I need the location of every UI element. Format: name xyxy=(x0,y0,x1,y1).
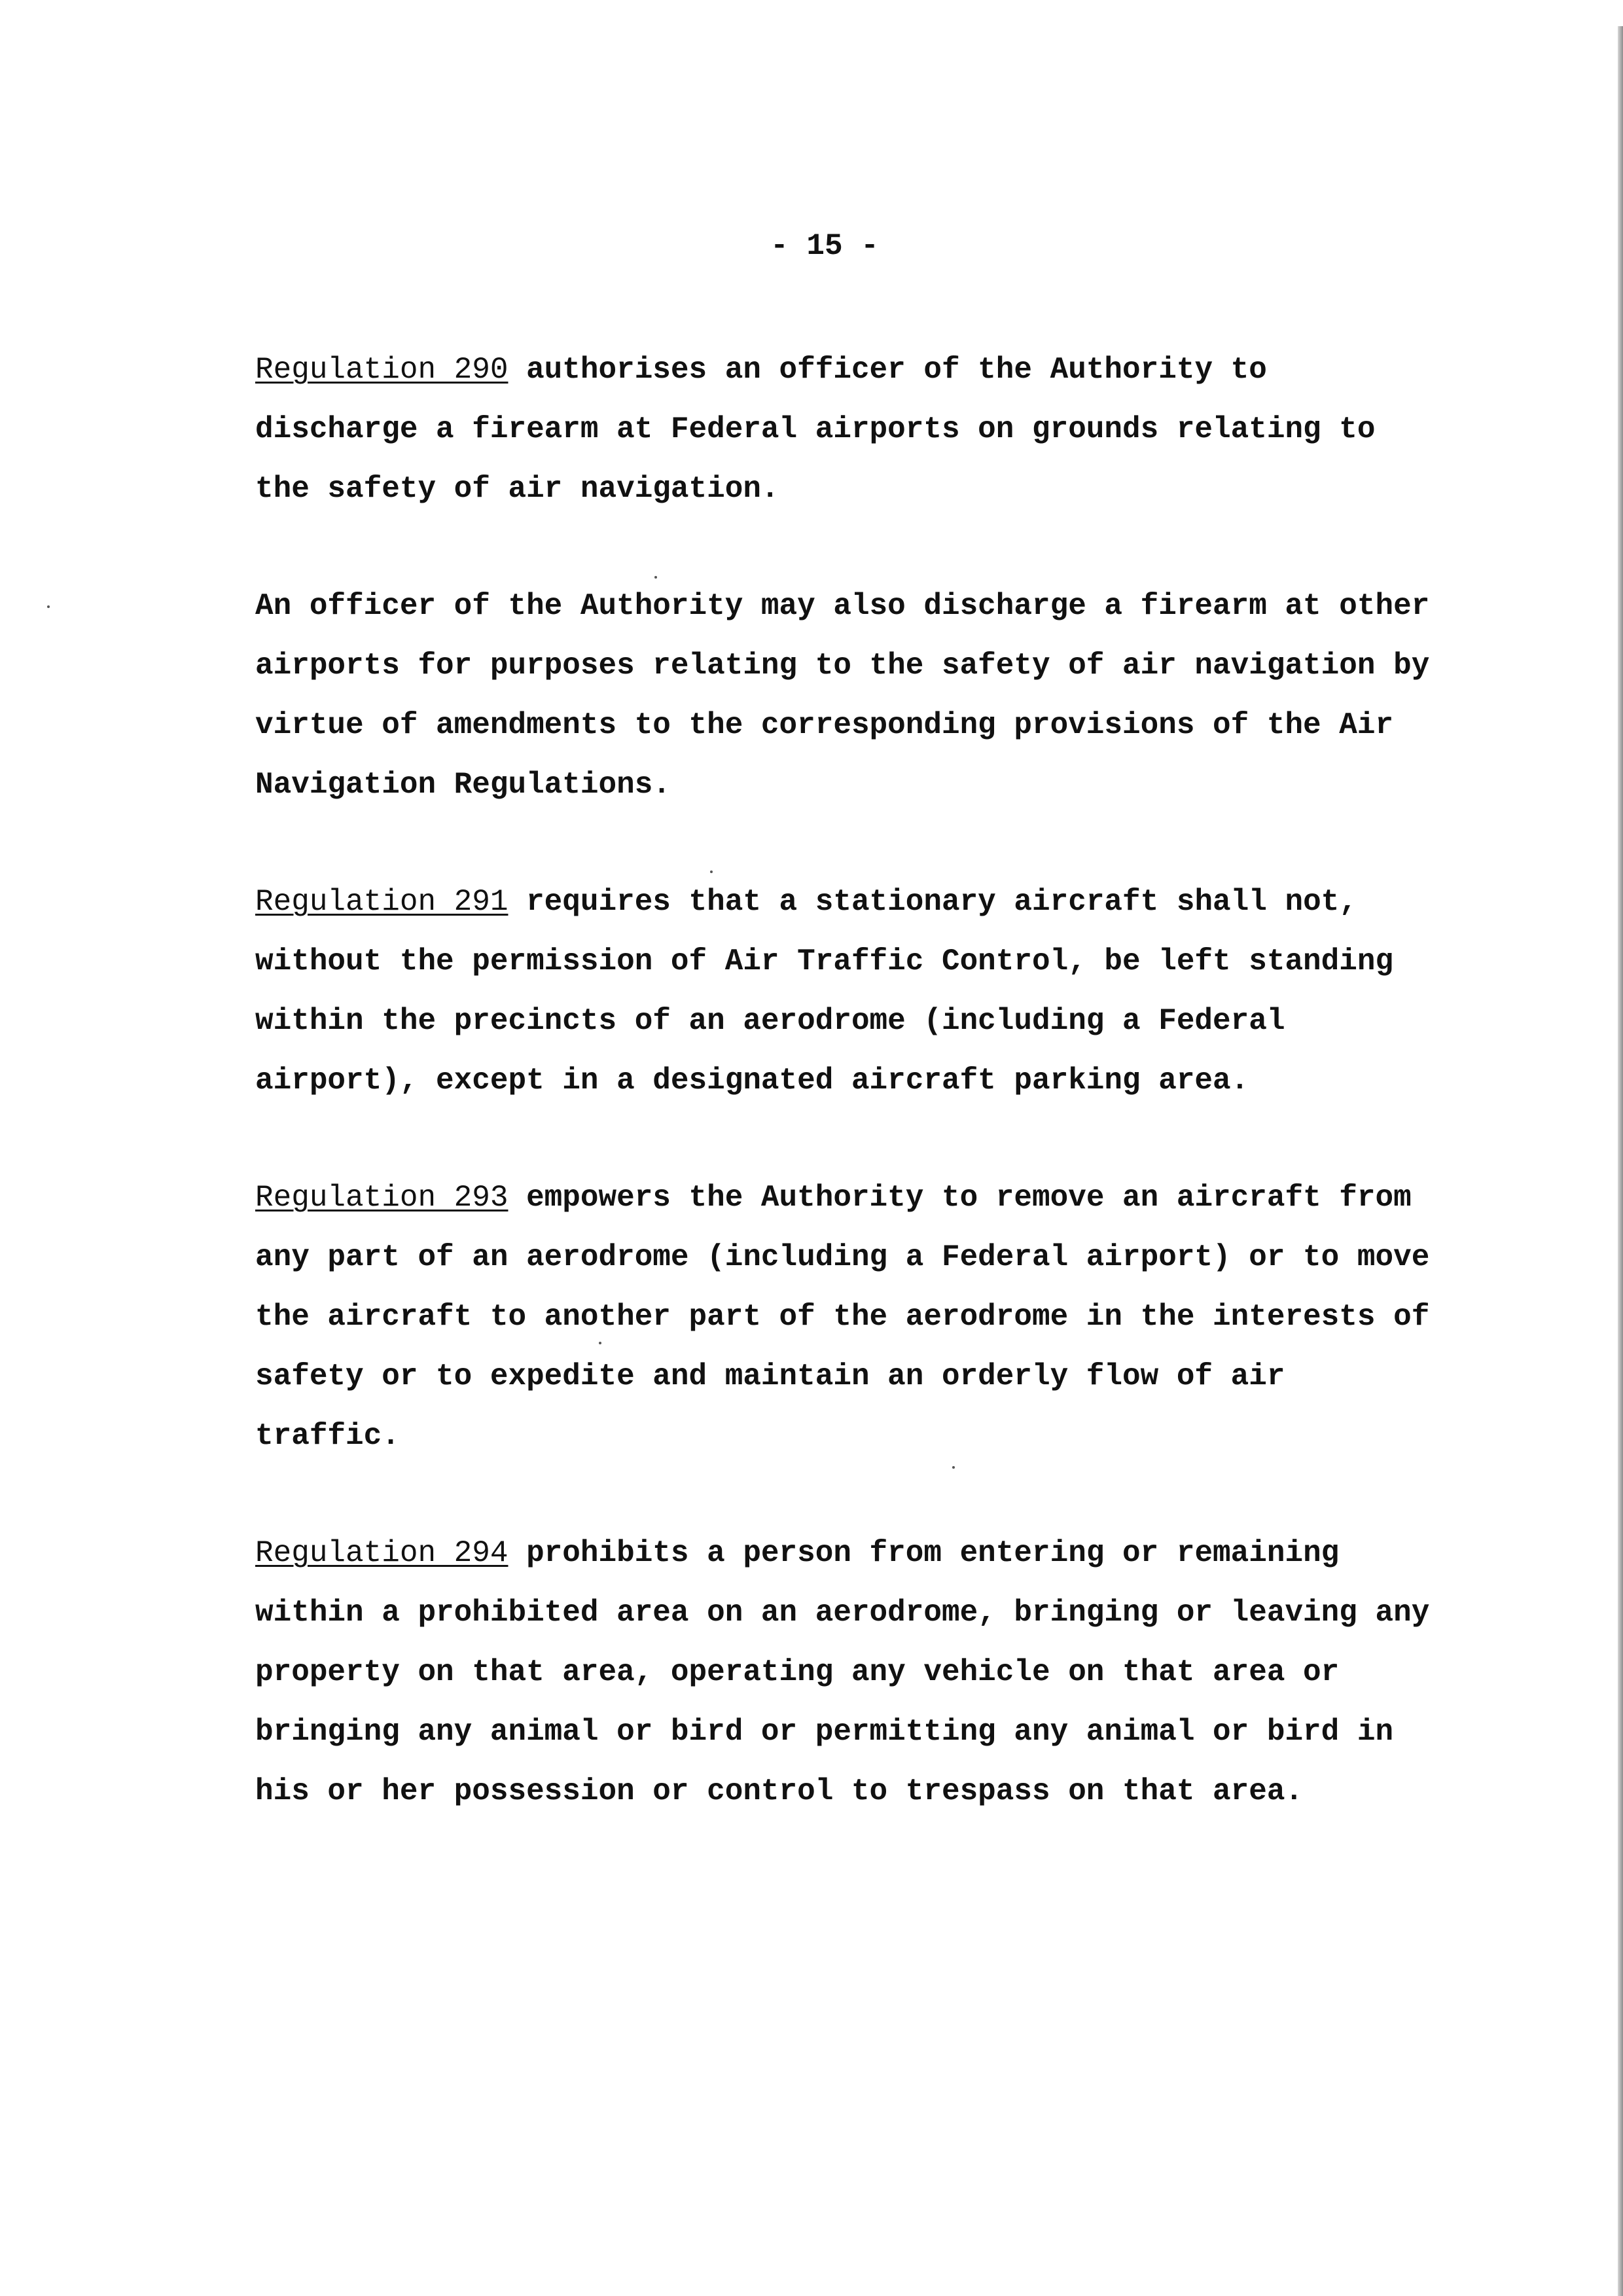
paragraph-regulation-293 xyxy=(255,1168,1512,1466)
paragraph-line: safety or to expedite and maintain an orderly flow of air xyxy=(255,1359,1285,1393)
line-text: prohibits a person from entering or remaining xyxy=(508,1536,1340,1570)
regulation-reference: Regulation 291 xyxy=(255,885,508,919)
regulation-reference: Regulation 293 xyxy=(255,1181,508,1215)
scan-speck xyxy=(654,576,657,579)
paragraph-line: airport), except in a designated aircraft parking area. xyxy=(255,1064,1249,1098)
paragraph-line: traffic. xyxy=(255,1419,400,1453)
paragraph-line: without the permission of Air Traffic Control, be left standing xyxy=(255,944,1394,978)
paragraph-line: property on that area, operating any vehicle on that area or xyxy=(255,1655,1340,1689)
paragraph-line: within a prohibited area on an aerodrome, bringing or leaving any xyxy=(255,1596,1430,1630)
scan-speck xyxy=(599,1342,601,1344)
paragraph-line: An officer of the Authority may also discharge a firearm at other xyxy=(255,589,1430,623)
paragraph-regulation-291 xyxy=(255,872,1512,1111)
paragraph-regulation-290 xyxy=(255,340,1512,519)
paragraph-line: Navigation Regulations. xyxy=(255,768,671,802)
paragraph-line xyxy=(255,340,1512,400)
scan-speck xyxy=(47,605,50,608)
paragraph-line: his or her possession or control to trespass on that area. xyxy=(255,1774,1304,1808)
line-text: authorises an officer of the Authority to xyxy=(508,353,1267,387)
paragraph-line: virtue of amendments to the corresponding provisions of the Air xyxy=(255,708,1394,742)
paragraph-line xyxy=(255,1524,1512,1583)
paragraph-line: the safety of air navigation. xyxy=(255,472,779,506)
body-text xyxy=(255,340,1512,1879)
page-number: - 15 - xyxy=(770,229,879,263)
paragraph-line: discharge a firearm at Federal airports on grounds relating to xyxy=(255,412,1376,446)
paragraph-line xyxy=(255,872,1512,932)
paragraph-officer-discharge xyxy=(255,577,1512,815)
regulation-reference: Regulation 294 xyxy=(255,1536,508,1570)
regulation-reference: Regulation 290 xyxy=(255,353,508,387)
scan-speck xyxy=(710,870,713,873)
paragraph-line: within the precincts of an aerodrome (including a Federal xyxy=(255,1004,1285,1038)
scan-edge-shadow xyxy=(1618,26,1623,2296)
paragraph-line xyxy=(255,1168,1512,1228)
paragraph-line: airports for purposes relating to the safety of air navigation by xyxy=(255,649,1430,683)
paragraph-regulation-294 xyxy=(255,1524,1512,1821)
paragraph-line: the aircraft to another part of the aerodrome in the interests of xyxy=(255,1300,1430,1334)
line-text: requires that a stationary aircraft shall not, xyxy=(508,885,1357,919)
line-text: empowers the Authority to remove an aircraft from xyxy=(508,1181,1412,1215)
paragraph-line: bringing any animal or bird or permitting any animal or bird in xyxy=(255,1715,1394,1749)
scan-speck xyxy=(952,1466,955,1469)
paragraph-line: any part of an aerodrome (including a Federal airport) or to move xyxy=(255,1240,1430,1274)
